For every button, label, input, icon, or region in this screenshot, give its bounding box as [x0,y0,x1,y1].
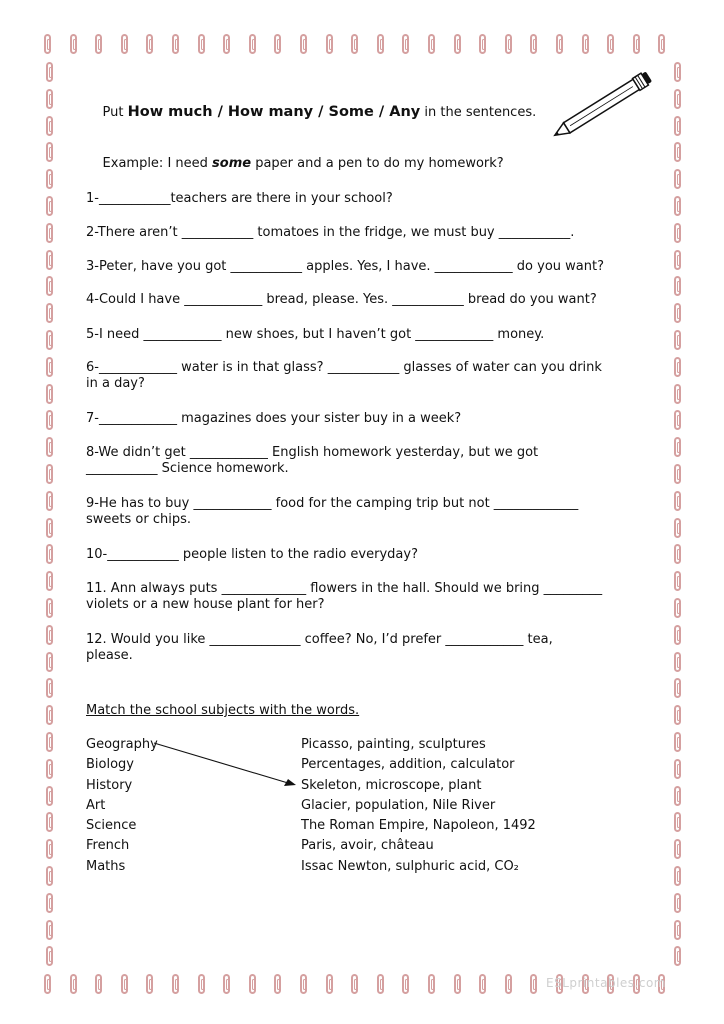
paperclip-icon [658,34,665,54]
paperclip-icon [505,34,512,54]
question-3: 3-Peter, have you got ___________ apples. Yes, I have. ____________ do you want? [86,259,604,274]
paperclip-icon [674,250,681,270]
paperclip-icon [249,34,256,54]
paperclip-icon [46,571,53,591]
paperclip-icon [674,571,681,591]
paperclip-icon [46,223,53,243]
paperclip-icon [674,678,681,698]
question-7: 7-____________ magazines does your sister buy in a week? [86,411,462,426]
paperclip-icon [223,974,230,994]
paperclip-icon [146,34,153,54]
paperclip-icon [674,223,681,243]
subject-item: Science [86,818,137,834]
question-1: 1-___________teachers are there in your school? [86,191,393,206]
paperclip-icon [46,330,53,350]
question-9: 9-He has to buy ____________ food for the camping trip but not _____________ sweets or chips. [86,496,579,527]
paperclip-icon [674,839,681,859]
paperclip-icon [274,974,281,994]
example-arrow [146,739,366,799]
question-8: 8-We didn’t get ____________ English homework yesterday, but we got ___________ Science homework. [86,445,539,476]
paperclip-icon [674,169,681,189]
paperclip-icon [95,974,102,994]
paperclip-icon [326,974,333,994]
paperclip-icon [46,678,53,698]
paperclip-icon [198,974,205,994]
paperclip-icon [46,759,53,779]
paperclip-icon [505,974,512,994]
word-group-item: Glacier, population, Nile River [301,797,496,813]
paperclip-icon [121,974,128,994]
instruction-words: How much / How many / Some / Any [127,104,421,120]
paperclip-icon [674,652,681,672]
paperclip-icon [172,34,179,54]
paperclip-icon [582,34,589,54]
paperclip-icon [428,34,435,54]
matching-title: Match the school subjects with the words. [86,703,360,718]
paperclip-icon [674,196,681,216]
paperclip-icon [46,142,53,162]
paperclip-icon [454,34,461,54]
paperclip-icon [377,34,384,54]
paperclip-icon [674,437,681,457]
paperclip-icon [674,732,681,752]
paperclip-icon [46,196,53,216]
paperclip-icon [300,34,307,54]
paperclip-icon [46,62,53,82]
paperclip-icon [674,946,681,966]
paperclip-icon [198,34,205,54]
paperclip-icon [674,384,681,404]
paperclip-icon [402,34,409,54]
pencil-icon [545,62,660,152]
subject-item: Geography [86,737,158,752]
paperclip-border-right [668,0,690,1024]
paperclip-icon [674,598,681,618]
paperclip-icon [70,34,77,54]
paperclip-icon [479,34,486,54]
instruction-prefix: Put [102,105,128,120]
paperclip-icon [674,357,681,377]
word-group-item: Skeleton, microscope, plant [301,777,482,793]
word-group-item: The Roman Empire, Napoleon, 1492 [301,818,536,834]
question-4: 4-Could I have ____________ bread, please. Yes. ___________ bread do you want? [86,292,597,307]
paperclip-icon [674,303,681,323]
paperclip-icon [674,544,681,564]
paperclip-icon [46,303,53,323]
example [86,140,504,188]
paperclip-icon [300,974,307,994]
instruction [86,88,536,137]
paperclip-icon [530,974,537,994]
paperclip-icon [674,142,681,162]
word-group-item: Issac Newton, sulphuric acid, CO₂ [301,858,519,874]
paperclip-icon [46,410,53,430]
paperclip-icon [46,169,53,189]
paperclip-icon [633,34,640,54]
question-12: 12. Would you like ______________ coffee? No, I’d prefer ____________ tea, please. [86,632,553,663]
subject-item: Biology [86,757,134,773]
paperclip-icon [46,920,53,940]
paperclip-icon [674,786,681,806]
paperclip-icon [351,34,358,54]
paperclip-border-top [0,28,724,66]
matching-table [86,737,646,887]
instruction-suffix: in the sentences. [420,105,537,120]
paperclip-icon [46,464,53,484]
paperclip-icon [46,276,53,296]
question-11: 11. Ann always puts _____________ flowers in the hall. Should we bring _________ violets or a new house plant for her? [86,581,603,612]
paperclip-icon [46,652,53,672]
paperclip-icon [46,893,53,913]
subject-item: History [86,777,133,793]
paperclip-icon [674,464,681,484]
paperclip-icon [46,946,53,966]
subject-item: French [86,838,130,854]
paperclip-icon [607,34,614,54]
paperclip-icon [46,250,53,270]
paperclip-icon [402,974,409,994]
paperclip-icon [674,518,681,538]
word-group-item: Percentages, addition, calculator [301,757,515,773]
paperclip-icon [674,276,681,296]
paperclip-icon [46,116,53,136]
paperclip-icon [674,89,681,109]
paperclip-icon [46,786,53,806]
paperclip-icon [70,974,77,994]
subject-item: Art [86,797,106,813]
example-before: Example: I need [102,156,213,171]
paperclip-icon [351,974,358,994]
paperclip-icon [674,920,681,940]
paperclip-icon [46,625,53,645]
paperclip-icon [674,893,681,913]
paperclip-icon [46,89,53,109]
question-2: 2-There aren’t ___________ tomatoes in the fridge, we must buy ___________. [86,225,575,240]
watermark: ESLprintables.com [546,976,666,990]
paperclip-icon [674,116,681,136]
paperclip-icon [556,34,563,54]
paperclip-icon [674,759,681,779]
paperclip-icon [172,974,179,994]
paperclip-icon [674,812,681,832]
paperclip-icon [326,34,333,54]
paperclip-icon [674,625,681,645]
paperclip-border-left [40,0,62,1024]
paperclip-icon [46,437,53,457]
paperclip-icon [674,62,681,82]
word-group-item: Picasso, painting, sculptures [301,737,486,752]
paperclip-icon [46,705,53,725]
paperclip-icon [674,410,681,430]
paperclip-icon [274,34,281,54]
paperclip-icon [46,732,53,752]
paperclip-icon [674,330,681,350]
paperclip-icon [479,974,486,994]
word-group-item: Paris, avoir, château [301,838,434,854]
paperclip-icon [46,839,53,859]
paperclip-icon [46,598,53,618]
paperclip-icon [46,491,53,511]
subject-item: Maths [86,858,126,874]
example-emphasis: some [212,156,252,171]
paperclip-icon [249,974,256,994]
paperclip-icon [530,34,537,54]
paperclip-icon [46,812,53,832]
paperclip-icon [146,974,153,994]
paperclip-icon [46,866,53,886]
paperclip-icon [428,974,435,994]
paperclip-icon [377,974,384,994]
question-6: 6-____________ water is in that glass? ___________ glasses of water can you drink in a day? [86,360,602,391]
question-5: 5-I need ____________ new shoes, but I haven’t got ____________ money. [86,327,545,342]
paperclip-icon [674,866,681,886]
paperclip-icon [46,357,53,377]
paperclip-icon [95,34,102,54]
question-10: 10-___________ people listen to the radio everyday? [86,547,418,562]
example-after: paper and a pen to do my homework? [251,156,504,171]
paperclip-icon [674,491,681,511]
paperclip-icon [454,974,461,994]
paperclip-icon [46,518,53,538]
paperclip-icon [46,544,53,564]
paperclip-icon [121,34,128,54]
paperclip-icon [223,34,230,54]
paperclip-icon [46,384,53,404]
paperclip-icon [674,705,681,725]
